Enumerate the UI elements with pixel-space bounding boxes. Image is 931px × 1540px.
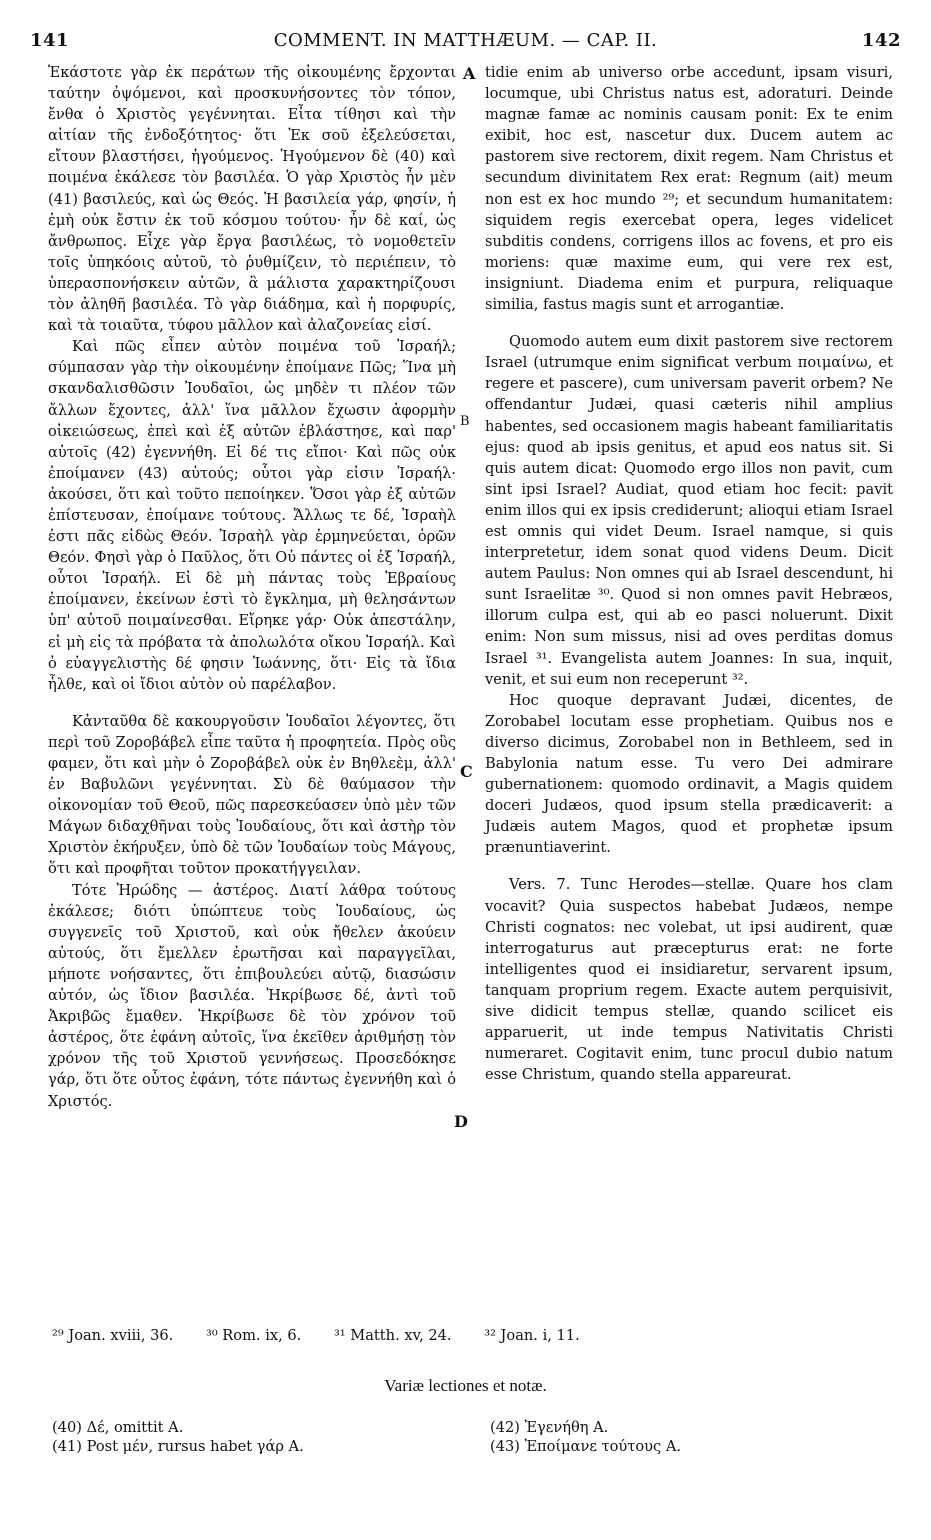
variae-right: [490, 1418, 681, 1456]
variae-heading: Variæ lectiones et notæ.: [384, 1376, 547, 1395]
page-number-right: 142: [861, 30, 901, 51]
margin-marker-b: B: [460, 414, 470, 429]
footnote: ³¹ Matth. xv, 24.: [333, 1327, 452, 1344]
greek-column: [48, 62, 456, 1112]
variant-note: (43) Ἐποίμανε τούτους A.: [490, 1438, 682, 1455]
variant-note: (41) Post μέν, rursus habet γάρ A.: [52, 1438, 304, 1455]
latin-paragraph-3: Hoc quoque depravant Judæi, dicentes, de Zorobabel locutam esse prophetiam. Quibus nos e diverso dicimus, Zorobabel non in Bethleem, sed in Babylonia natum esse. Tu vero Dei admirare gubernationem: quomodo ordinavit, a Magis quidem doceri Judæos, quod ipsum stella prædicaverit: a Judæis autem Magos, quod et prophetæ ipsum prænuntiaverint.: [485, 691, 893, 857]
footnotes: [52, 1327, 901, 1344]
running-title: COMMENT. IN MATTHÆUM. — CAP. II.: [273, 30, 658, 51]
latin-paragraph-2: Quomodo autem eum dixit pastorem sive rectorem Israel (utrumque enim significat verbum ποιμαίνω, et regere et pascere), cum universam paverit orbem? Ne offendantur Judæi, quasi cæteris nihil amplius habentes, sed occasionem magis habeant familiaritatis ejus: quod ab ipsis genitus, et apud eos natus sit. Si quis autem dicat: Quomodo ergo illos non pavit, cum sint ipsi Israel? Audiat, quod etiam hoc fecit: pavit enim illos qui ex ipsis crediderunt; alioqui etiam Israel est omnis qui videt Deum. Israel namque, si quis interpretetur, idem sonat quod videns Deum. Dicit autem Paulus: Non omnes qui ab Israel descendunt, hi sunt Israelitæ ³⁰. Quod si non omnes pavit Hebræos, illorum culpa est, qui ab eo pasci noluerunt. Dixit enim: Non sum missus, nisi ad oves perditas domus Israel ³¹. Evangelista autem Joannes: In sua, inquit, venit, et sui eum non receperunt ³².: [485, 333, 893, 688]
greek-paragraph-3: Κἀνταῦθα δὲ κακουργοῦσιν Ἰουδαῖοι λέγοντες, ὅτι περὶ τοῦ Ζοροβάβελ εἶπε ταῦτα ἡ προφητεία. Πρὸς οὓς φαμεν, ὅτι καὶ μὴν ὁ Ζοροβάβελ οὐκ ἐν Βηθλεὲμ, ἀλλ' ἐν Βαβυλῶνι γεγέννηται. Σὺ δὲ θαύμασον τὴν οἰκονομίαν τοῦ Θεοῦ, πῶς παρεσκεύασεν ὑπὸ μὲν τῶν Μάγων διδαχθῆναι τοὺς Ἰουδαίους, ὅτι καὶ ἀστὴρ τὸν Χριστὸν ἐκήρυξεν, ὑπὸ δὲ τῶν Ἰουδαίων τοὺς Μάγους, ὅτι καὶ προφῆται τοῦτον προκατήγγειλαν.: [48, 712, 456, 878]
variant-note: (42) Ἐγενήθη A.: [490, 1419, 609, 1436]
page-header: [30, 30, 901, 60]
greek-paragraph-1: Ἑκάστοτε γὰρ ἐκ περάτων τῆς οἰκουμένης ἔρχονται ταύτην ὀψόμενοι, καὶ προσκυνήσοντες τὸν τόπον, ἔνθα ὁ Χριστὸς γεγέννηται. Εἶτα τίθησι καὶ τὴν αἰτίαν τῆς ἐνδοξότητος· ὅτι Ἐκ σοῦ ἐξελεύσεται, εἴτουν βλαστήσει, ἡγούμενος. Ἡγούμενον δὲ (40) καὶ ποιμένα ἐκάλεσε τὸν βασιλέα. Ὁ γὰρ Χριστὸς ἦν μὲν (41) βασιλεύς, καὶ ὡς Θεός. Ἡ βασιλεία γάρ, φησίν, ἡ ἐμὴ οὐκ ἔστιν ἐκ τοῦ κόσμου τούτου· ἦν δὲ καί, ὡς ἄνθρωπος. Εἶχε γὰρ ἔργα βασιλέως, τὸ νομοθετεῖν τοῖς ὑπηκόοις αὐτοῦ, τὸ ῥυθμίζειν, τὸ περιέπειν, τὸ ὑπερασπονήσκειν αὐτῶν, ἃ μάλιστα χαρακτηρίζουσι τὸν ἀληθῆ βασιλέα. Τὸ γὰρ διάδημα, καὶ ἡ πορφυρίς, καὶ τὰ τοιαῦτα, τύφου μᾶλλον καὶ ἀλαζονείας εἰσί.: [48, 64, 456, 335]
variae-left: [52, 1418, 304, 1456]
footnote: ³² Joan. i, 11.: [484, 1327, 580, 1344]
footnote: ²⁹ Joan. xviii, 36.: [52, 1327, 174, 1344]
margin-marker-c: C: [460, 762, 473, 781]
margin-marker-d: D: [454, 1112, 468, 1131]
latin-column: [485, 62, 893, 1085]
footnote: ³⁰ Rom. ix, 6.: [205, 1327, 302, 1344]
page-number-left: 141: [30, 30, 70, 51]
latin-paragraph-1: tidie enim ab universo orbe accedunt, ipsam visuri, locumque, ubi Christus natus est, adoraturi. Deinde magnæ famæ ac nominis causam ponit: Ex te enim exibit, hoc est, nascetur dux. Ducem autem ac pastorem sive rectorem, dixit regem. Nam Christus et secundum divinitatem Rex erat: Regnum (ait) meum non est ex hoc mundo ²⁹; et secundum humanitatem: siquidem regis exercebat opera, leges videlicet subditis condens, corrigens illos ac fovens, et pro eis moriens: quæ maxime eum, qui vere rex est, insigniunt. Diadema enim et purpura, reliquaque similia, fastus magis sunt et arrogantiæ.: [485, 64, 893, 314]
margin-marker-a: A: [463, 64, 476, 83]
latin-paragraph-4: Vers. 7. Tunc Herodes—stellæ. Quare hos clam vocavit? Quia suspectos habebat Judæos, nempe Christi cognatos: nec volebat, ut ipsi audirent, quæ interrogaturus aut præcepturus erat: ne forte intelligentes quod ei insidiaretur, servarent ipsum, tanquam proprium regem. Exacte autem perquisivit, sive didicit tempus stellæ, quando scilicet eis apparuerit, ut inde tempus Nativitatis Christi numeraret. Cogitavit enim, tunc procul dubio natum esse Christum, quando stella appareurat.: [485, 876, 893, 1084]
variant-note: (40) Δέ, omittit A.: [52, 1419, 184, 1436]
greek-paragraph-4: Τότε Ἡρώδης — ἀστέρος. Διατί λάθρα τούτους ἐκάλεσε; διότι ὑπώπτευε τοὺς Ἰουδαίους, ὡς συγγενεῖς τοῦ Χριστοῦ, καὶ οὐκ ἤθελεν ἀκούειν αὐτούς, ὅτι ἔμελλεν ἐρωτῆσαι καὶ παραγγεῖλαι, μήποτε νοήσαντες, ὅτι ἐπιβουλεύει αὐτῷ, διασώσιν αὐτόν, ὡς ἴδιον βασιλέα. Ἠκρίβωσε δέ, ἀντὶ τοῦ Ἀκριβῶς ἔμαθεν. Ἠκρίβωσε δὲ τὸν χρόνον τοῦ ἀστέρος, ὅτε ἐφάνη αὐτοῖς, ἵνα ἐκεῖθεν ἀριθμήσῃ τὸν χρόνον τῆς τοῦ Χριστοῦ γεννήσεως. Προσεδόκησε γάρ, ὅτι ὅτε οὗτος ἐφάνη, τότε πάντως ἐγεννήθη καὶ ὁ Χριστός.: [48, 881, 456, 1110]
greek-paragraph-2: Καὶ πῶς εἶπεν αὐτὸν ποιμένα τοῦ Ἰσραήλ; σύμπασαν γὰρ τὴν οἰκουμένην ἐποίμανε Πῶς; Ἵνα μὴ σκανδαλισθῶσιν Ἰουδαῖοι, ὡς μηδὲν τι πλέον τῶν ἄλλων ἔχοντες, ἀλλ' ἵνα μᾶλλον ἔχωσιν ἀφορμὴν οἰκειώσεως, ἐπεὶ καὶ ἐξ αὐτῶν ἐβλάστησε, καὶ παρ' αὐτοῖς (42) ἐγεννήθη. Εἰ δέ τις εἴποι· Καὶ πῶς οὐκ ἐποίμανεν (43) αὐτούς; οὗτοι γὰρ εἰσιν Ἰσραήλ· ἀκούσει, ὅτι καὶ τοῦτο πεποίηκεν. Ὅσοι γὰρ ἐξ αὐτῶν ἐπίστευσαν, ἐποίμανε τούτους. Ἄλλως τε δέ, Ἰσραὴλ ἐστι πᾶς εἰδὼς Θεόν. Ἰσραὴλ γὰρ ἑρμηνεύεται, ὁρῶν Θεόν. Φησὶ γὰρ ὁ Παῦλος, ὅτι Οὐ πάντες οἱ ἐξ Ἰσραήλ, οὗτοι Ἰσραήλ. Εἰ δὲ μὴ πάντας τοὺς Ἑβραίους ἐποίμανεν, ἐκείνων ἐστὶ τὸ ἔγκλημα, μὴ θελησάντων ὑπ' αὐτοῦ ποιμαίνεσθαι. Εἴρηκε γάρ· Οὐκ ἀπεστάλην, εἰ μὴ εἰς τὰ πρόβατα τὰ ἀπολωλότα οἴκου Ἰσραήλ. Καὶ ὁ εὐαγγελιστὴς δέ φησιν Ἰωάννης, ὅτι· Εἰς τὰ ἴδια ἦλθε, καὶ οἱ ἴδιοι αὐτὸν οὐ παρέλαβον.: [48, 338, 456, 693]
